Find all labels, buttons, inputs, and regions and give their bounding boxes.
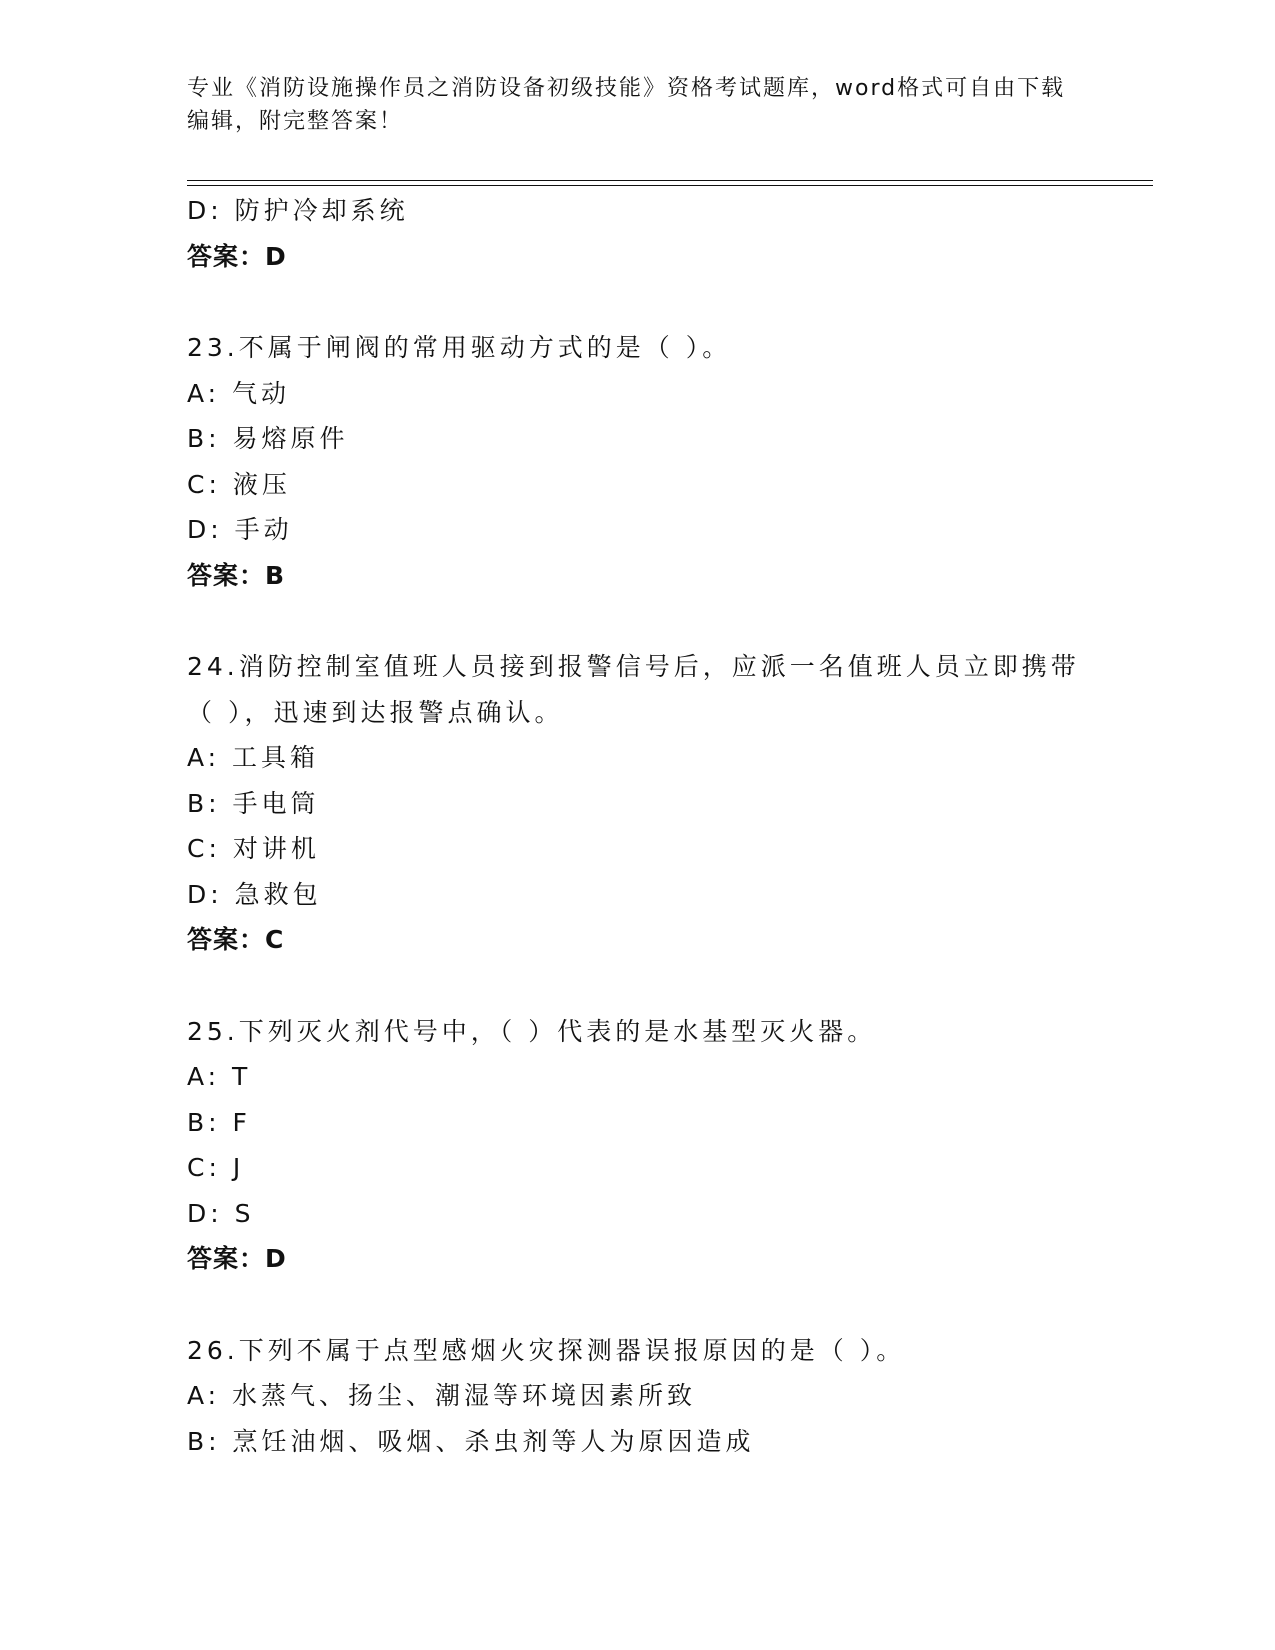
question-25 [187,1009,1087,1282]
option-b: B: 易熔原件 [187,424,349,453]
header-divider-bottom [187,185,1153,186]
option-b: B: 手电筒 [187,788,320,818]
option-a: A: 工具箱 [187,743,320,772]
answer-line: 答案：B [187,560,286,590]
option-a: A: 水蒸气、扬尘、潮湿等环境因素所致 [187,1381,697,1410]
option-b: B: F [187,1107,251,1137]
option-a: A: T [187,1062,252,1091]
question-stem: 24.消防控制室值班人员接到报警信号后，应派一名值班人员立即携带（ ），迅速到达报警点确认。 [187,652,1080,727]
question-23 [187,325,1087,598]
option-d: D: S [187,1198,255,1228]
question-stem: 23.不属于闸阀的常用驱动方式的是（ ）。 [187,333,732,362]
answer-line: 答案：C [187,925,285,954]
question-24 [187,644,1087,963]
option-b: B: 烹饪油烟、吸烟、杀虫剂等人为原因造成 [187,1426,755,1456]
question-content [187,188,1087,1464]
header-divider-top [187,180,1153,181]
option-c: C: J [187,1153,245,1182]
option-c: C: 液压 [187,469,291,499]
question-26 [187,1328,1087,1465]
option-d: D: 防护冷却系统 [187,196,409,225]
question-stem: 25.下列灭火剂代号中，（ ）代表的是水基型灭火器。 [187,1016,877,1046]
option-d: D: 急救包 [187,879,322,909]
answer-line: 答案：D [187,1244,287,1273]
option-c: C: 对讲机 [187,834,320,863]
option-d: D: 手动 [187,515,293,544]
answer-line: 答案：D [187,241,287,271]
question-stem: 26.下列不属于点型感烟火灾探测器误报原因的是（ ）。 [187,1335,906,1365]
option-a: A: 气动 [187,378,291,408]
document-header: 专业《消防设施操作员之消防设备初级技能》资格考试题库，word格式可自由下载编辑，附完整答案！ [187,76,1066,134]
